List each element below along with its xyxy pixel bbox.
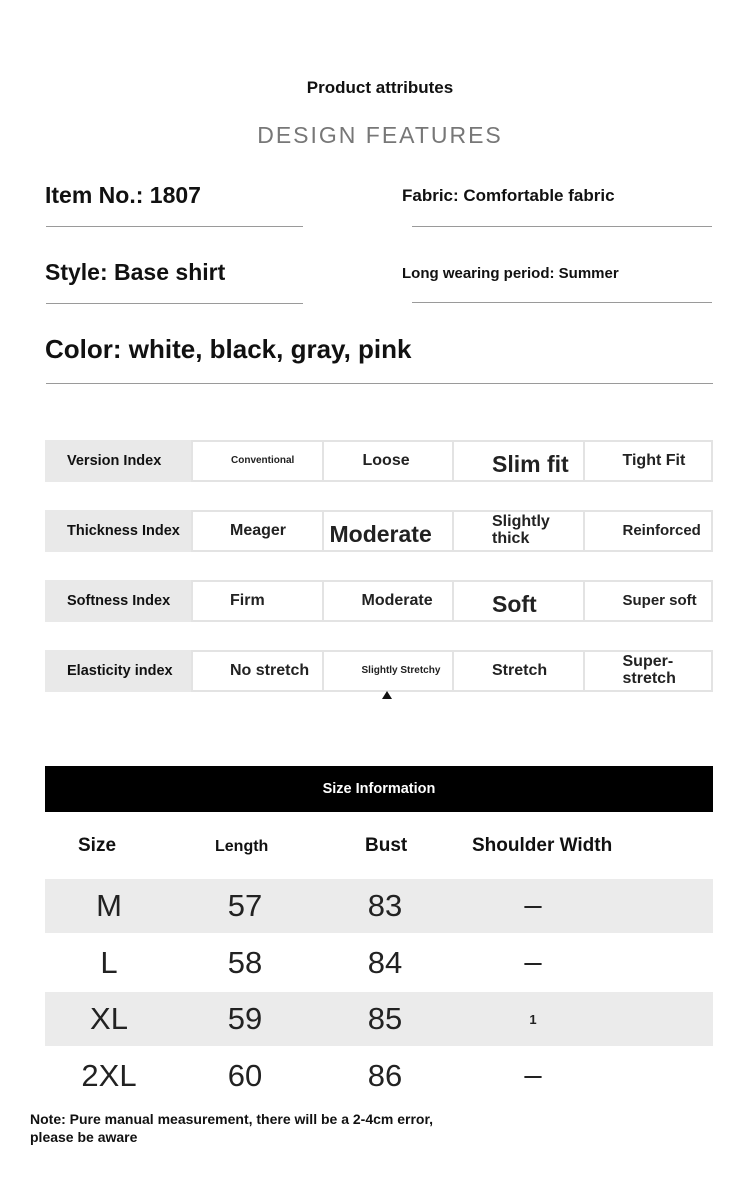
page-title: Product attributes [306, 78, 454, 97]
selection-pointer-icon [382, 691, 392, 699]
cell-shoulder: – [524, 1057, 542, 1092]
cell-bust: 85 [367, 1001, 403, 1036]
size-table-title: Size Information [45, 766, 713, 812]
table-row [45, 936, 713, 990]
elasticity-index-row [45, 650, 713, 692]
index-option: Slightly thick [452, 510, 583, 552]
index-option: Stretch [452, 650, 583, 692]
column-header-size: Size [78, 835, 117, 856]
index-option: Moderate [322, 580, 453, 622]
fabric: Fabric: Comfortable fabric [402, 186, 615, 205]
cell-bust: 83 [367, 888, 403, 923]
cell-size: M [96, 888, 122, 923]
index-option-selected: Soft [452, 580, 583, 622]
table-row [45, 879, 713, 933]
cell-shoulder: – [524, 944, 542, 979]
index-option: Loose [322, 440, 453, 482]
cell-bust: 86 [367, 1058, 403, 1093]
index-option: Super-stretch [583, 650, 714, 692]
cell-size: XL [90, 1001, 128, 1036]
column-header-bust: Bust [365, 835, 408, 856]
color: Color: white, black, gray, pink [45, 334, 412, 364]
index-option: Reinforced [583, 510, 714, 552]
index-option: Meager [191, 510, 322, 552]
divider [46, 303, 303, 304]
divider [46, 226, 303, 227]
cell-shoulder: 1 [529, 1011, 537, 1027]
index-option: Super soft [583, 580, 714, 622]
divider [412, 226, 712, 227]
softness-index-row [45, 580, 713, 622]
index-option: No stretch [191, 650, 322, 692]
cell-size: L [100, 945, 118, 980]
cell-length: 57 [227, 888, 263, 923]
index-label: Softness Index [45, 580, 191, 622]
index-option-selected: Moderate [322, 510, 453, 552]
index-option: Tight Fit [583, 440, 714, 482]
table-row [45, 1049, 713, 1103]
index-option: Firm [191, 580, 322, 622]
index-option: Conventional [191, 440, 322, 482]
index-label: Elasticity index [45, 650, 191, 692]
style: Style: Base shirt [45, 259, 226, 285]
table-row [45, 992, 713, 1046]
index-option-selected: Slim fit [452, 440, 583, 482]
cell-length: 58 [227, 945, 263, 980]
cell-length: 59 [227, 1001, 263, 1036]
cell-size: 2XL [81, 1058, 137, 1093]
index-label: Version Index [45, 440, 191, 482]
column-header-shoulder-width: Shoulder Width [472, 835, 613, 856]
measurement-note: Note: Pure manual measurement, there will be a 2-4cm error, please be aware [30, 1111, 434, 1145]
wearing-period: Long wearing period: Summer [402, 265, 619, 282]
item-number: Item No.: 1807 [45, 182, 201, 208]
cell-bust: 84 [367, 945, 403, 980]
cell-length: 60 [227, 1058, 263, 1093]
divider [46, 383, 713, 384]
thickness-index-row [45, 510, 713, 552]
column-header-length: Length [215, 838, 269, 855]
page-subtitle: DESIGN FEATURES [257, 122, 503, 148]
version-index-row [45, 440, 713, 482]
cell-shoulder: – [524, 887, 542, 922]
index-label: Thickness Index [45, 510, 191, 552]
divider [412, 302, 712, 303]
index-option-selected: Slightly Stretchy [322, 650, 453, 692]
